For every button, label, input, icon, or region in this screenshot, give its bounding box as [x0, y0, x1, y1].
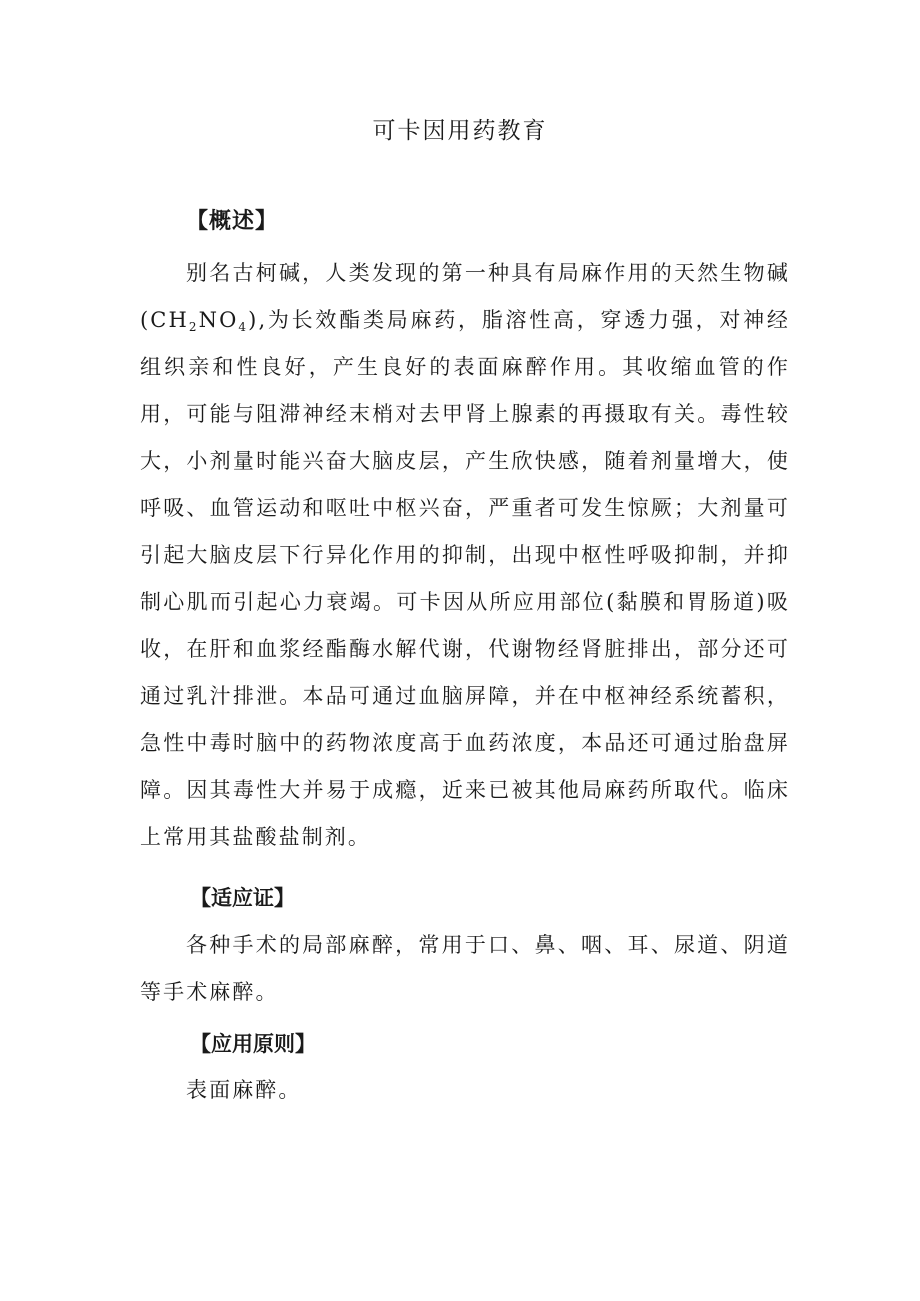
overview-text-part: 别名古柯碱，人类发现的第一种具有局麻作用的天然生物碱(CH — [140, 261, 790, 332]
section-heading-principles: 【应用原则】 — [190, 1031, 316, 1056]
section-heading-indications: 【适应证】 — [190, 885, 295, 910]
document-title: 可卡因用药教育 — [372, 118, 548, 144]
formula-subscript: 2 — [188, 320, 199, 334]
section-paragraph-principles: 表面麻醉。 — [186, 1078, 302, 1102]
overview-text-part: ),为长效酯类局麻药，脂溶性高，穿透力强，对神经组织亲和性良好，产生良好的表面麻醉作用。其收缩血管的作用，可能与阻滞神经末梢对去甲肾上腺素的再摄取有关。毒性较大，小剂量时能兴奋大脑皮层，产生欣快感，随着剂量增大，使呼吸、血管运动和呕吐中枢兴奋，严重者可发生惊厥；大剂量可引起大脑皮层下行异化作用的抑制，出现中枢性呼吸抑制，并抑制心肌而引起心力衰竭。可卡因从所应用部位(黏膜和胃肠道)吸收，在肝和血浆经酯酶水解代谢，代谢物经肾脏排出，部分还可通过乳汁排泄。本品可通过血脑屏障，并在中枢神经系统蓄积，急性中毒时脑中的药物浓度高于血药浓度，本品还可通过胎盘屏障。因其毒性大并易于成瘾，近来已被其他局麻药所取代。临床上常用其盐酸盐制剂。 — [140, 308, 790, 849]
section-paragraph-overview — [140, 250, 790, 861]
overview-text-part: NO — [198, 308, 239, 332]
formula-subscript: 4 — [238, 320, 249, 334]
section-heading-overview: 【概述】 — [186, 208, 279, 234]
section-paragraph-indications: 各种手术的局部麻醉，常用于口、鼻、咽、耳、尿道、阴道等手术麻醉。 — [140, 933, 790, 1004]
